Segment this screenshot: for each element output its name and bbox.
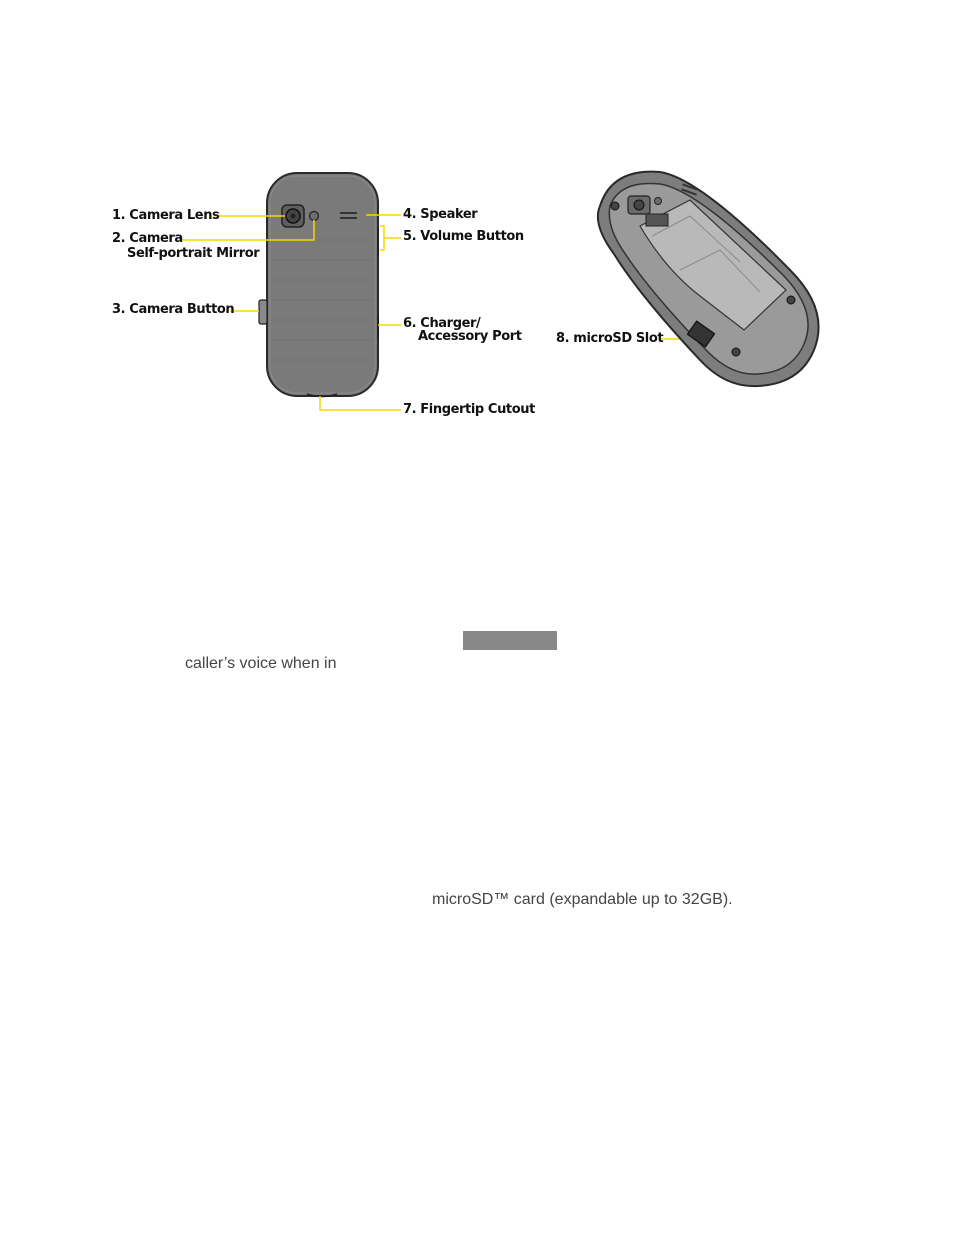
callout-fingertip-cutout: 7. Fingertip Cutout [403,402,535,417]
phone-back-illustration [259,173,378,397]
callout-volume-button: 5. Volume Button [403,229,524,244]
body-text-caller-voice: caller’s voice when in [185,655,337,672]
callout-speaker: 4. Speaker [403,207,478,222]
callout-microsd-slot: 8. microSD Slot [556,331,664,346]
mirror-shape [310,212,319,221]
callout-camera-mirror-line2: Self-portrait Mirror [127,246,260,261]
redaction-bar [463,631,557,650]
callout-camera-lens: 1. Camera Lens [112,208,220,223]
phone-open-illustration [598,172,819,387]
phone-back-diagram [0,0,954,440]
callout-charger-line2: Accessory Port [418,329,522,344]
callout-camera-mirror-line1: 2. Camera [112,231,183,246]
callout-charger-line1: 6. Charger/ [403,316,481,331]
callout-camera-button: 3. Camera Button [112,302,235,317]
body-text-microsd-card: microSD™ card (expandable up to 32GB). [432,891,733,908]
